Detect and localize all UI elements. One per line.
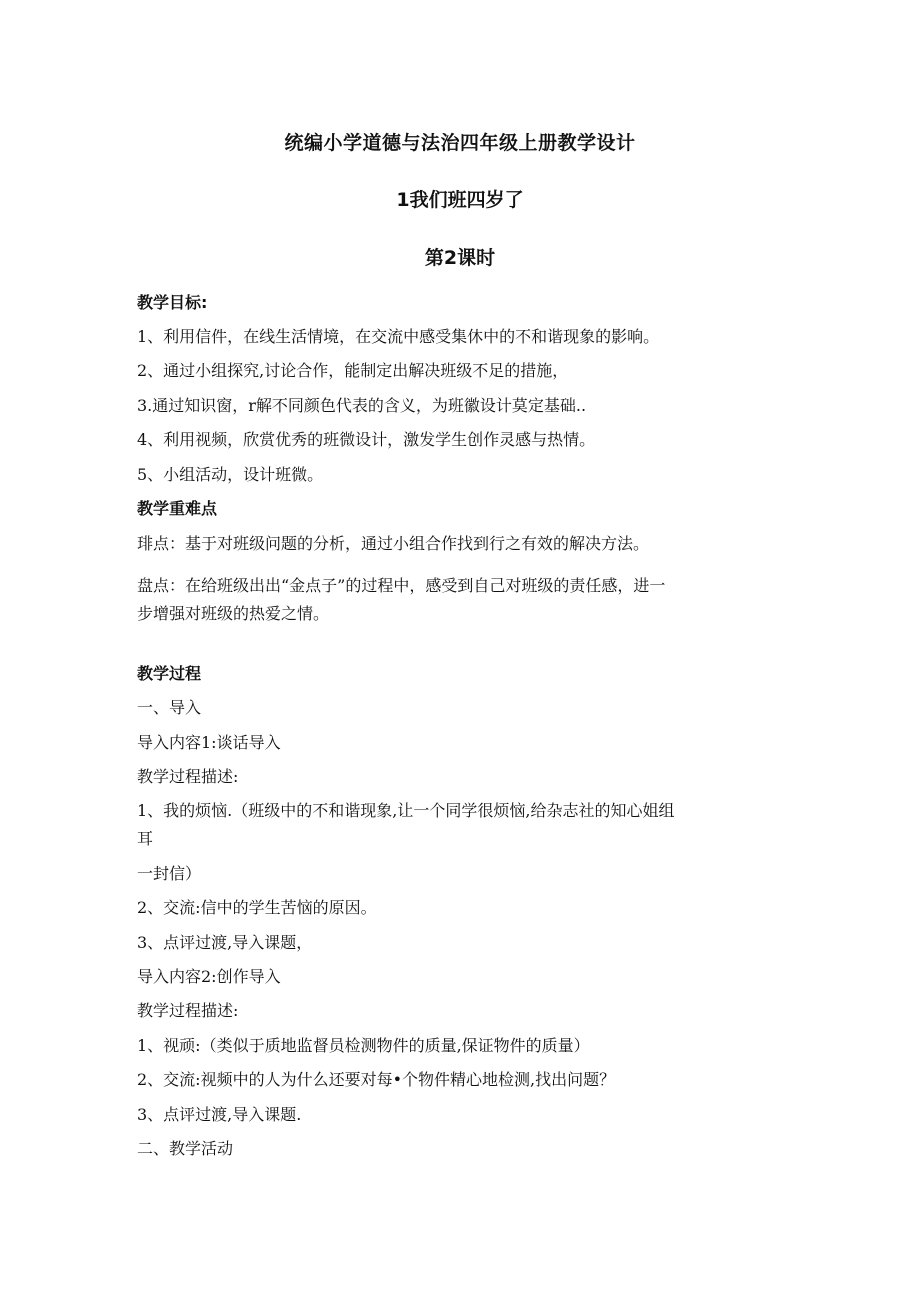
intro2-step2: 2、交流:视频中的人为什么还要对每•个物件精心地检测,找出问题？	[137, 1070, 616, 1089]
objective-item: 3.通过知识窗，r解不同颜色代表的含义，为班徽设计莫定基础..	[137, 396, 587, 415]
intro1-step1-line2: 耳	[137, 829, 154, 848]
objectives-heading: 教学目标:	[137, 293, 208, 312]
lesson-title: 1我们班四岁了	[396, 189, 524, 211]
key-points-heading: 教学重难点	[137, 499, 218, 518]
intro1-step2: 2、交流:信中的学生苦恼的原因。	[137, 898, 377, 917]
intro2-title: 导入内容2:创作导入	[137, 967, 281, 986]
document-title: 统编小学道德与法治四年级上册教学设计	[284, 132, 636, 154]
intro1-desc-heading: 教学过程描述:	[137, 767, 239, 786]
intro1-step3: 3、点评过渡,导入课题，	[137, 933, 313, 952]
intro1-step1-line3: 一封信）	[137, 864, 202, 883]
process-heading: 教学过程	[137, 664, 202, 683]
difficulty-text: 琲点：基于对班级问题的分析，通过小组合作找到行之有效的解决方法。	[137, 534, 650, 553]
intro2-desc-heading: 教学过程描述:	[137, 1001, 239, 1020]
section-activities-heading: 二、教学活动	[137, 1139, 234, 1158]
intro1-title: 导入内容1:谈话导入	[137, 733, 281, 752]
section-intro-heading: 一、导入	[137, 698, 202, 717]
key-point-text-line1: 盘点：在给班级出出“金点子”的过程中，感受到自己对班级的责任感，进一	[137, 576, 666, 595]
intro2-step1: 1、视顽:（类似于质地监督员检测物件的质量,保证物件的质量）	[137, 1036, 590, 1055]
intro2-step3: 3、点评过渡,导入课题.	[137, 1105, 302, 1124]
lesson-period: 第2课时	[424, 247, 496, 269]
objective-item: 5、小组活动，设计班微。	[137, 465, 324, 484]
intro1-step1-line1: 1、我的烦恼.（班级中的不和谐现象,让一个同学很烦恼,给杂志社的知心姐组	[137, 801, 675, 820]
objective-item: 4、利用视频，欣赏优秀的班微设计，激发学生创作灵感与热情。	[137, 430, 596, 449]
objective-item: 2、通过小组探究,讨论合作，能制定出解决班级不足的措施，	[137, 361, 569, 380]
key-point-text-line2: 步增强对班级的热爱之情。	[137, 604, 330, 623]
objective-item: 1、利用信件，在线生活情境，在交流中感受集休中的不和谐现象的影响。	[137, 327, 660, 346]
